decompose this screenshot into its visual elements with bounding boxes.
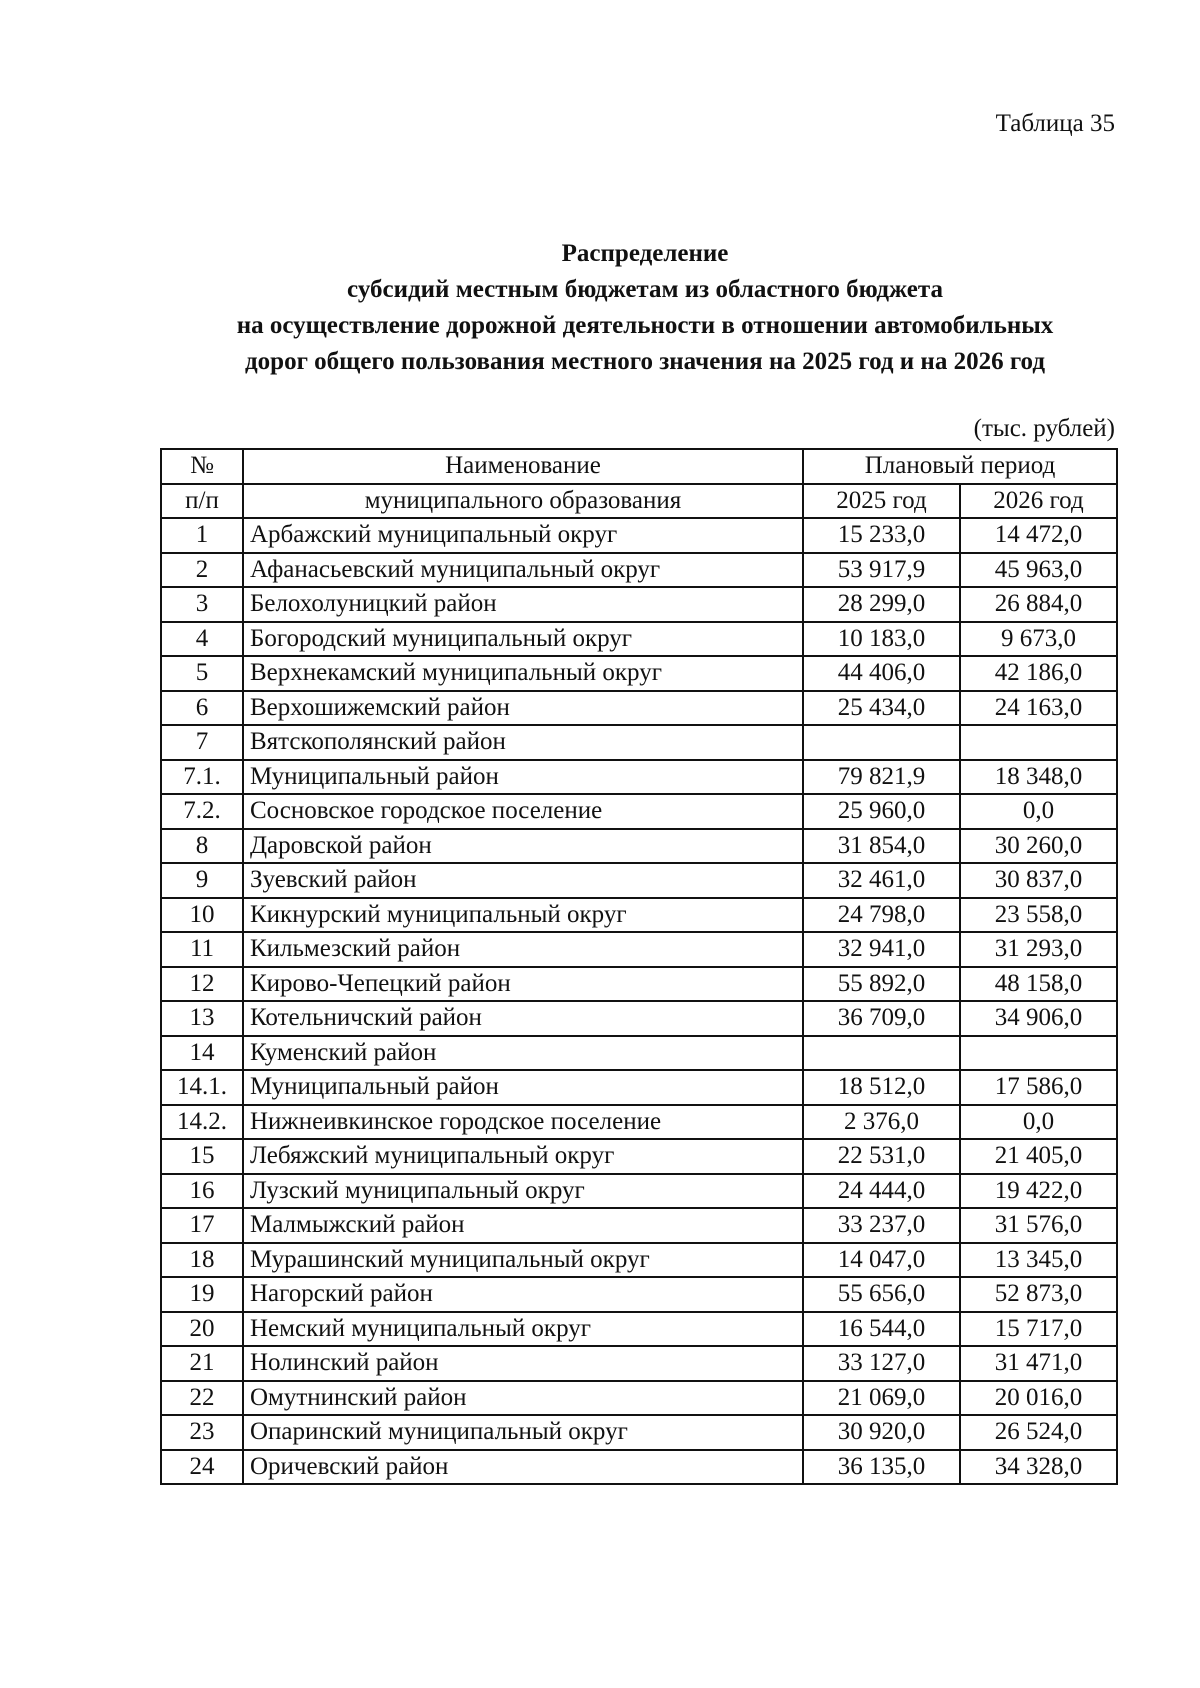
table-row: [161, 760, 1117, 795]
row-municipality-name: Куменский район: [243, 1036, 803, 1071]
title-line: дорог общего пользования местного значения на 2025 год и на 2026 год: [245, 348, 1045, 375]
subsidy-table: [160, 448, 1118, 1485]
table-row: [161, 1070, 1117, 1105]
row-value-2026: 9 673,0: [960, 622, 1117, 657]
row-value-2025: 33 237,0: [803, 1208, 960, 1243]
row-value-2026: 20 016,0: [960, 1381, 1117, 1416]
row-value-2025: 30 920,0: [803, 1415, 960, 1450]
table-row: [161, 898, 1117, 933]
row-number: 11: [161, 932, 243, 967]
row-municipality-name: Нижнеивкинское городское поселение: [243, 1105, 803, 1140]
row-value-2026: [960, 1036, 1117, 1071]
row-number: 23: [161, 1415, 243, 1450]
row-value-2026: 26 524,0: [960, 1415, 1117, 1450]
header-row: [161, 449, 1117, 484]
row-number: 4: [161, 622, 243, 657]
row-number: 9: [161, 863, 243, 898]
row-number: 15: [161, 1139, 243, 1174]
header-period: Плановый период: [803, 449, 1117, 484]
row-municipality-name: Богородский муниципальный округ: [243, 622, 803, 657]
table-number: Таблица 35: [995, 110, 1115, 137]
row-value-2025: 24 798,0: [803, 898, 960, 933]
table-row: [161, 794, 1117, 829]
table-body: [161, 518, 1117, 1484]
row-municipality-name: Кильмезский район: [243, 932, 803, 967]
row-value-2026: 45 963,0: [960, 553, 1117, 588]
row-municipality-name: Сосновское городское поселение: [243, 794, 803, 829]
table-row: [161, 691, 1117, 726]
row-value-2025: 24 444,0: [803, 1174, 960, 1209]
header-year-2025: 2025 год: [803, 484, 960, 519]
row-number: 2: [161, 553, 243, 588]
table-row: [161, 1346, 1117, 1381]
row-value-2025: 55 892,0: [803, 967, 960, 1002]
row-value-2026: 34 328,0: [960, 1450, 1117, 1485]
row-number: 24: [161, 1450, 243, 1485]
row-value-2026: 23 558,0: [960, 898, 1117, 933]
row-municipality-name: Лебяжский муниципальный округ: [243, 1139, 803, 1174]
header-year-2026: 2026 год: [960, 484, 1117, 519]
row-number: 1: [161, 518, 243, 553]
header-name-line1: Наименование: [243, 449, 803, 484]
header-num-line2: п/п: [161, 484, 243, 519]
table-row: [161, 967, 1117, 1002]
row-number: 14.1.: [161, 1070, 243, 1105]
row-value-2025: 2 376,0: [803, 1105, 960, 1140]
row-value-2026: 52 873,0: [960, 1277, 1117, 1312]
row-value-2025: 31 854,0: [803, 829, 960, 864]
table-row: [161, 656, 1117, 691]
table-row: [161, 1174, 1117, 1209]
row-municipality-name: Даровской район: [243, 829, 803, 864]
row-number: 10: [161, 898, 243, 933]
table-row: [161, 1415, 1117, 1450]
row-value-2026: 26 884,0: [960, 587, 1117, 622]
row-number: 20: [161, 1312, 243, 1347]
row-number: 8: [161, 829, 243, 864]
row-value-2025: 79 821,9: [803, 760, 960, 795]
table-row: [161, 1243, 1117, 1278]
table-row: [161, 863, 1117, 898]
header-num-line1: №: [161, 449, 243, 484]
table-row: [161, 1208, 1117, 1243]
row-value-2026: 19 422,0: [960, 1174, 1117, 1209]
row-municipality-name: Мурашинский муниципальный округ: [243, 1243, 803, 1278]
row-municipality-name: Кирово-Чепецкий район: [243, 967, 803, 1002]
row-municipality-name: Вятскополянский район: [243, 725, 803, 760]
row-number: 22: [161, 1381, 243, 1416]
row-municipality-name: Муниципальный район: [243, 760, 803, 795]
row-number: 14: [161, 1036, 243, 1071]
title-line: Распределение: [561, 240, 729, 267]
title-line: на осуществление дорожной деятельности в отношении автомобильных: [236, 312, 1054, 339]
row-value-2025: 36 135,0: [803, 1450, 960, 1485]
table-row: [161, 932, 1117, 967]
row-number: 12: [161, 967, 243, 1002]
row-value-2025: 25 434,0: [803, 691, 960, 726]
row-value-2025: 36 709,0: [803, 1001, 960, 1036]
row-value-2026: 31 576,0: [960, 1208, 1117, 1243]
row-number: 6: [161, 691, 243, 726]
row-value-2025: 22 531,0: [803, 1139, 960, 1174]
row-number: 13: [161, 1001, 243, 1036]
row-value-2026: 17 586,0: [960, 1070, 1117, 1105]
row-number: 7: [161, 725, 243, 760]
row-municipality-name: Котельничский район: [243, 1001, 803, 1036]
row-number: 18: [161, 1243, 243, 1278]
row-value-2025: 18 512,0: [803, 1070, 960, 1105]
table-row: [161, 1105, 1117, 1140]
row-municipality-name: Кикнурский муниципальный округ: [243, 898, 803, 933]
row-value-2026: 24 163,0: [960, 691, 1117, 726]
row-value-2025: 32 461,0: [803, 863, 960, 898]
row-value-2025: 32 941,0: [803, 932, 960, 967]
row-value-2026: 31 471,0: [960, 1346, 1117, 1381]
units-label: (тыс. рублей): [973, 415, 1115, 442]
row-municipality-name: Малмыжский район: [243, 1208, 803, 1243]
row-value-2026: 14 472,0: [960, 518, 1117, 553]
row-value-2026: 0,0: [960, 794, 1117, 829]
row-value-2026: 48 158,0: [960, 967, 1117, 1002]
table-row: [161, 725, 1117, 760]
row-value-2026: 42 186,0: [960, 656, 1117, 691]
row-value-2025: 10 183,0: [803, 622, 960, 657]
row-value-2025: 15 233,0: [803, 518, 960, 553]
row-value-2026: 30 837,0: [960, 863, 1117, 898]
row-municipality-name: Омутнинский район: [243, 1381, 803, 1416]
row-value-2025: 53 917,9: [803, 553, 960, 588]
table-row: [161, 1001, 1117, 1036]
row-municipality-name: Опаринский муниципальный округ: [243, 1415, 803, 1450]
row-number: 14.2.: [161, 1105, 243, 1140]
header-row: [161, 484, 1117, 519]
row-municipality-name: Арбажский муниципальный округ: [243, 518, 803, 553]
row-municipality-name: Верхнекамский муниципальный округ: [243, 656, 803, 691]
row-municipality-name: Нагорский район: [243, 1277, 803, 1312]
table-row: [161, 1381, 1117, 1416]
table-row: [161, 518, 1117, 553]
row-number: 19: [161, 1277, 243, 1312]
header-name-line2: муниципального образования: [243, 484, 803, 519]
row-municipality-name: Афанасьевский муниципальный округ: [243, 553, 803, 588]
table-row: [161, 622, 1117, 657]
row-municipality-name: Лузский муниципальный округ: [243, 1174, 803, 1209]
row-value-2026: [960, 725, 1117, 760]
row-value-2026: 34 906,0: [960, 1001, 1117, 1036]
row-municipality-name: Оричевский район: [243, 1450, 803, 1485]
row-value-2025: 55 656,0: [803, 1277, 960, 1312]
row-value-2025: [803, 1036, 960, 1071]
row-value-2025: 28 299,0: [803, 587, 960, 622]
row-value-2026: 15 717,0: [960, 1312, 1117, 1347]
row-value-2025: [803, 725, 960, 760]
row-value-2026: 18 348,0: [960, 760, 1117, 795]
row-municipality-name: Белохолуницкий район: [243, 587, 803, 622]
row-value-2026: 0,0: [960, 1105, 1117, 1140]
title-line: субсидий местным бюджетам из областного бюджета: [347, 276, 943, 303]
table-row: [161, 587, 1117, 622]
table-row: [161, 1036, 1117, 1071]
row-value-2025: 14 047,0: [803, 1243, 960, 1278]
row-number: 16: [161, 1174, 243, 1209]
table-header: [161, 449, 1117, 518]
row-value-2025: 44 406,0: [803, 656, 960, 691]
row-number: 7.2.: [161, 794, 243, 829]
row-number: 5: [161, 656, 243, 691]
table-row: [161, 1312, 1117, 1347]
row-value-2025: 33 127,0: [803, 1346, 960, 1381]
row-value-2026: 13 345,0: [960, 1243, 1117, 1278]
row-value-2026: 21 405,0: [960, 1139, 1117, 1174]
row-value-2025: 21 069,0: [803, 1381, 960, 1416]
document-title: [150, 236, 1140, 380]
row-value-2026: 30 260,0: [960, 829, 1117, 864]
row-municipality-name: Муниципальный район: [243, 1070, 803, 1105]
table-row: [161, 1277, 1117, 1312]
row-value-2026: 31 293,0: [960, 932, 1117, 967]
row-value-2025: 16 544,0: [803, 1312, 960, 1347]
row-value-2025: 25 960,0: [803, 794, 960, 829]
row-municipality-name: Нолинский район: [243, 1346, 803, 1381]
table-row: [161, 1139, 1117, 1174]
table-row: [161, 829, 1117, 864]
row-number: 17: [161, 1208, 243, 1243]
row-number: 21: [161, 1346, 243, 1381]
table-row: [161, 553, 1117, 588]
row-number: 3: [161, 587, 243, 622]
row-municipality-name: Зуевский район: [243, 863, 803, 898]
table-row: [161, 1450, 1117, 1485]
row-number: 7.1.: [161, 760, 243, 795]
row-municipality-name: Верхошижемский район: [243, 691, 803, 726]
row-municipality-name: Немский муниципальный округ: [243, 1312, 803, 1347]
